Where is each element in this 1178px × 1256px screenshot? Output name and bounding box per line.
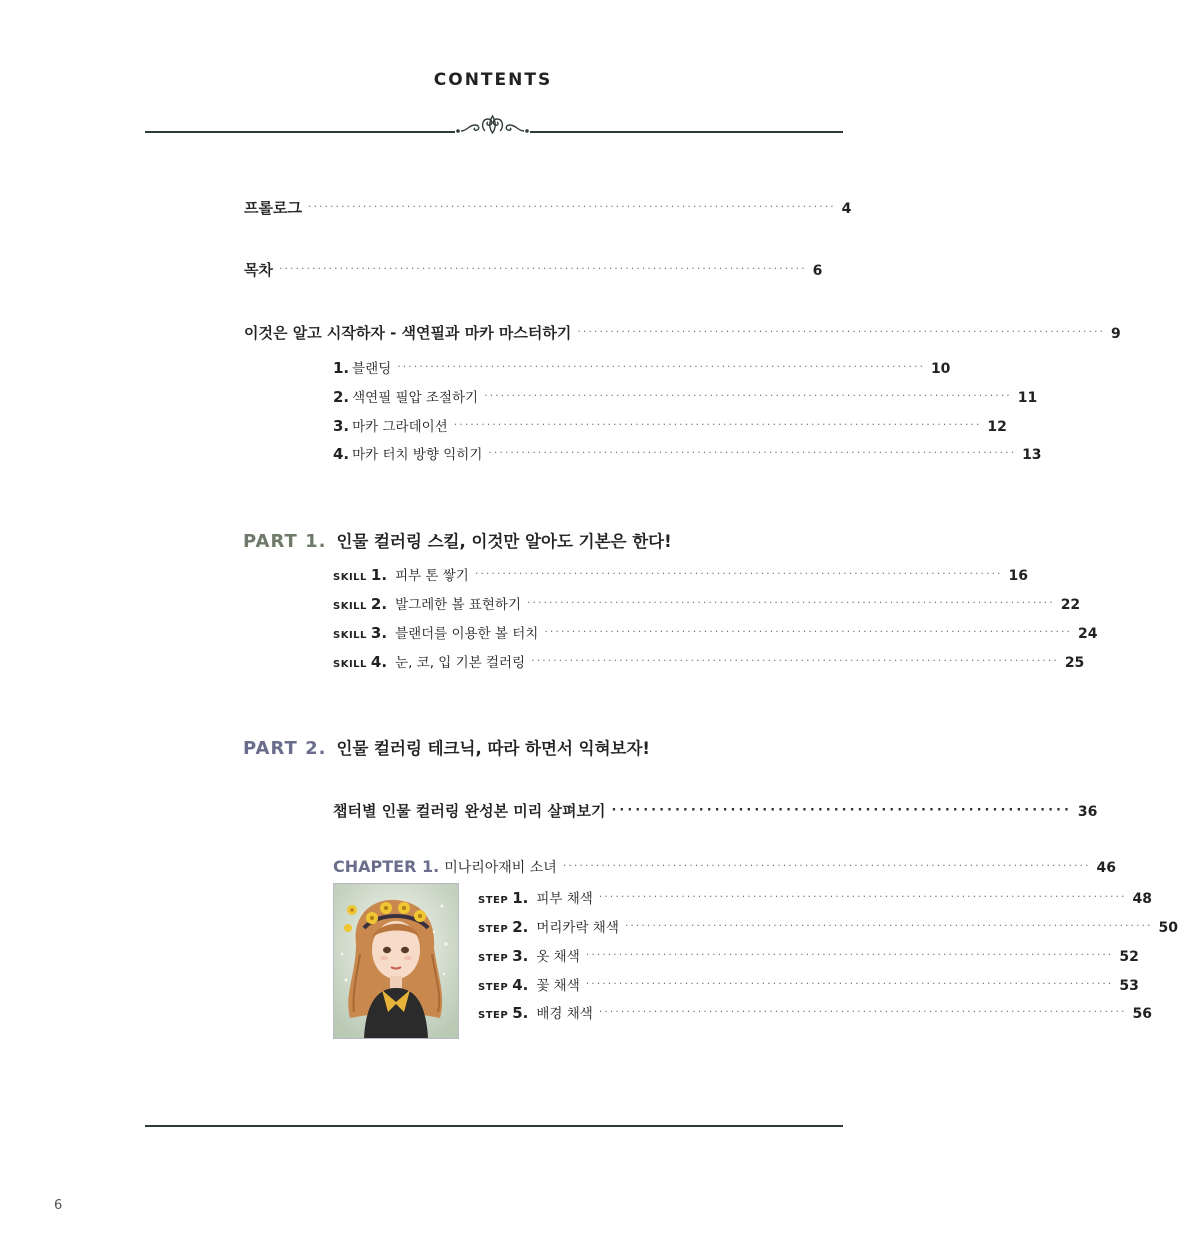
toc-skill-entry[interactable] xyxy=(333,593,1081,613)
item-number: 4. xyxy=(512,976,529,994)
toc-page-number: 6 xyxy=(812,263,823,279)
dot-leader: ································································································ xyxy=(598,890,1127,903)
part-heading-2[interactable] xyxy=(243,735,650,759)
toc-label: 블랜딩 xyxy=(352,361,392,377)
dot-leader: ································································································ xyxy=(585,977,1114,990)
item-number: 2. xyxy=(333,388,350,406)
toc-label: 피부 톤 쌓기 xyxy=(395,568,469,584)
dot-leader: ································································································ xyxy=(397,360,925,373)
part-title: 인물 컬러링 테크닉, 따라 하면서 익혀보자! xyxy=(336,739,650,758)
toc-page-number: 52 xyxy=(1119,949,1139,965)
skill-tag: SKILL xyxy=(333,630,367,641)
toc-label: 목차 xyxy=(244,261,273,279)
step-tag: STEP xyxy=(478,1010,509,1021)
toc-page-number: 46 xyxy=(1096,860,1116,876)
toc-page-number: 13 xyxy=(1022,447,1042,463)
toc-label: 피부 채색 xyxy=(536,891,593,907)
item-number: 4. xyxy=(370,653,388,671)
toc-chapter-entry[interactable] xyxy=(333,857,1116,877)
toc-page-number: 50 xyxy=(1158,920,1178,936)
toc-page-number: 36 xyxy=(1077,804,1098,820)
toc-page-number: 25 xyxy=(1064,655,1085,671)
toc-page-number: 9 xyxy=(1111,326,1121,342)
toc-label: 미나리아재비 소녀 xyxy=(444,860,557,876)
item-number: 1. xyxy=(370,566,388,584)
item-number: 1. xyxy=(512,889,529,907)
toc-page-number: 48 xyxy=(1132,891,1152,907)
bottom-divider xyxy=(145,1125,843,1127)
chapter-thumbnail-image xyxy=(333,883,459,1039)
toc-sub-entry[interactable] xyxy=(333,415,1007,435)
dot-leader: ································································································ xyxy=(598,1005,1127,1018)
toc-label: 블랜더를 이용한 볼 터치 xyxy=(395,626,539,642)
toc-label: 발그레한 볼 표현하기 xyxy=(395,597,522,613)
toc-page-number: 24 xyxy=(1078,626,1098,642)
toc-step-entry[interactable] xyxy=(478,974,1139,994)
toc-entry-intro[interactable] xyxy=(244,322,1121,343)
page-title: CONTENTS xyxy=(433,70,553,90)
skill-tag: SKILL xyxy=(333,572,367,583)
dot-leader: ································································································ xyxy=(307,200,836,213)
toc-page-number: 56 xyxy=(1132,1006,1152,1022)
toc-label: 마카 터치 방향 익히기 xyxy=(352,447,483,463)
item-number: 5. xyxy=(512,1004,529,1022)
step-tag: STEP xyxy=(478,924,509,935)
step-tag: STEP xyxy=(478,982,509,993)
skill-tag: SKILL xyxy=(333,601,367,612)
toc-sub-entry[interactable] xyxy=(333,443,1042,463)
scroll-ornament-icon xyxy=(455,113,530,137)
toc-page-number: 10 xyxy=(930,361,951,377)
dot-leader: ·························································· xyxy=(611,803,1072,818)
toc-label: 배경 채색 xyxy=(536,1006,593,1022)
item-number: 2. xyxy=(370,595,388,613)
dot-leader: ································································································ xyxy=(474,567,1003,580)
toc-label: 색연필 필압 조절하기 xyxy=(352,390,479,406)
toc-label: 꽃 채색 xyxy=(536,978,580,994)
dot-leader: ································································································ xyxy=(488,446,1017,459)
part-tag: PART 2. xyxy=(243,738,327,759)
dot-leader: ································································································ xyxy=(531,654,1059,667)
item-number: 4. xyxy=(333,445,350,463)
item-number: 2. xyxy=(512,918,529,936)
toc-page-number: 11 xyxy=(1017,390,1038,406)
toc-label: 이것은 알고 시작하자 - 색연필과 마카 마스터하기 xyxy=(244,324,572,342)
toc-page-number: 53 xyxy=(1119,978,1139,994)
dot-leader: ································································································ xyxy=(544,625,1073,638)
dot-leader: ································································································ xyxy=(527,596,1055,609)
dot-leader: ································································································ xyxy=(453,418,982,431)
dot-leader: ································································································ xyxy=(562,859,1091,872)
toc-label: 마카 그라데이션 xyxy=(352,419,448,435)
page-number: 6 xyxy=(54,1198,63,1213)
toc-sub-entry[interactable] xyxy=(333,357,951,377)
toc-page-number: 16 xyxy=(1008,568,1029,584)
toc-label: 프롤로그 xyxy=(244,199,302,217)
step-tag: STEP xyxy=(478,953,509,964)
dot-leader: ································································································ xyxy=(585,948,1114,961)
toc-label: 눈, 코, 입 기본 컬러링 xyxy=(395,655,526,671)
part-tag: PART 1. xyxy=(243,531,327,552)
part-title: 인물 컬러링 스킬, 이것만 알아도 기본은 한다! xyxy=(336,532,672,551)
toc-skill-entry[interactable] xyxy=(333,564,1029,584)
toc-step-entry[interactable] xyxy=(478,916,1178,936)
toc-label: 챕터별 인물 컬러링 완성본 미리 살펴보기 xyxy=(333,802,606,820)
toc-entry-prologue[interactable] xyxy=(244,197,852,218)
item-number: 3. xyxy=(333,417,350,435)
toc-page-number: 4 xyxy=(841,201,852,217)
toc-page-number: 22 xyxy=(1060,597,1081,613)
toc-skill-entry[interactable] xyxy=(333,622,1098,642)
toc-step-entry[interactable] xyxy=(478,887,1152,907)
part-heading-1[interactable] xyxy=(243,528,672,552)
toc-step-entry[interactable] xyxy=(478,945,1139,965)
toc-entry-preview[interactable] xyxy=(333,800,1098,821)
toc-entry-contents[interactable] xyxy=(244,259,823,280)
toc-label: 머리카락 채색 xyxy=(536,920,619,936)
toc-sub-entry[interactable] xyxy=(333,386,1038,406)
toc-label: 옷 채색 xyxy=(536,949,580,965)
item-number: 3. xyxy=(512,947,529,965)
dot-leader: ································································································ xyxy=(624,919,1153,932)
dot-leader: ································································································ xyxy=(484,389,1012,402)
skill-tag: SKILL xyxy=(333,659,367,670)
toc-skill-entry[interactable] xyxy=(333,651,1085,671)
toc-page-number: 12 xyxy=(987,419,1007,435)
item-number: 1. xyxy=(333,359,350,377)
toc-step-entry[interactable] xyxy=(478,1002,1152,1022)
dot-leader: ································································································ xyxy=(278,262,807,275)
dot-leader: ································································································ xyxy=(577,325,1106,338)
item-number: 3. xyxy=(370,624,388,642)
step-tag: STEP xyxy=(478,895,509,906)
chapter-tag: CHAPTER 1. xyxy=(333,857,440,876)
